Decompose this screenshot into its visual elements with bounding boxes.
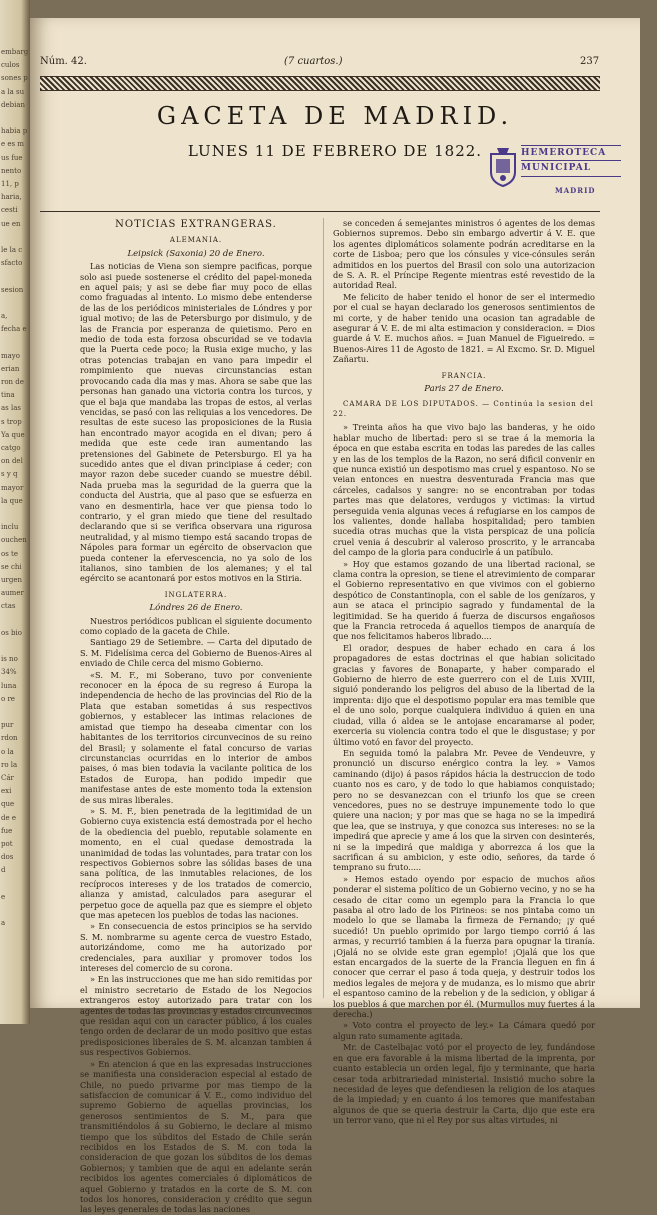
facing-page-fragment: 34% <box>1 668 17 677</box>
facing-page-fragment: pot <box>1 840 13 848</box>
facing-page-fragment: s trop <box>1 417 22 426</box>
facing-page-fragment: fue <box>1 826 13 835</box>
stamp-line-2: MUNICIPAL <box>521 163 592 173</box>
facing-page-fragment: ro la <box>1 760 18 769</box>
facing-page-fragment: luna <box>1 681 17 690</box>
paragraph: » Voto contra el proyecto de ley.» La Cámara quedó por algun rato sumamente agitada. <box>333 1020 595 1041</box>
paragraph: » En atencion á que en las expresadas instrucciones se manifiesta una consideracion especial al estado de Chile, no puedo privarme por mas tiempo de la satisfaccion de comunicar á V. E., como individuo del supremo Gobierno de aquellas provincias, los generosos sentimientos de S. M., para que transmitiéndolos á su Gobierno, le declare al mismo tiempo que los súbditos del Estado de Chile serán recibidos en los Estados de S. M. con toda la consideracion de que gozan los súbditos de los demas Gobiernos; y tambien que de aqui en adelante serán recibidos los agentes comerciales ó diplomáticos de aquel Gobierno y tratados en la corte de S. M. con todos los honores, consideracion y crédito que segun las leyes generales de todas las naciones <box>80 1058 312 1215</box>
dateline-londres: Lóndres 26 de Enero. <box>149 603 243 614</box>
article-inglaterra <box>80 616 312 1215</box>
facing-page-fragment: Ya que <box>1 430 25 439</box>
facing-page-fragment: Cár <box>1 774 14 782</box>
facing-page-fragment: e <box>1 892 6 901</box>
facing-page-fragment: dos <box>1 853 14 862</box>
facing-page-fragment: catgo <box>1 444 21 452</box>
newspaper-page <box>30 18 640 1215</box>
section-heading: NOTICIAS EXTRANGERAS. <box>115 219 277 230</box>
facing-page-fragment: la que <box>1 496 23 505</box>
facing-page-fragment: que <box>1 800 15 809</box>
facing-page-fragment: pur <box>1 721 14 730</box>
paragraph: Me felicito de haber tenido el honor de ser el intermedio por el cual se hayan declarado los generosos sentimientos de mi corte, y de haber tenido una ocasion tan agradable de asegurar á V. E. de mi alta estimacion y consideracion. = Dios guarde á V. E. muchos años. = Juan Manuel de Figueiredo. = Buenos-Aires 11 de Agosto de 1821. = Al Excmo. Sr. D. Miguel Zañartu. <box>333 291 595 365</box>
article-francia <box>333 422 595 1125</box>
crest-icon <box>485 144 521 188</box>
issue-number: Núm. 42. <box>40 56 87 67</box>
paragraph: se conceden á semejantes ministros ó agentes de los demas Gobiernos supremos. Debo sin embargo advertir á V. E. que los agentes diplomáticos solamente podrán acreditarse en la corte de Lisboa; pero que los cónsules y vice-cónsules serán admitidos en los puertos del Brasil con solo una autorizacion de S. A. R. el Príncipe Regente mientras esté revestido de la autoridad Real. <box>333 218 595 291</box>
paragraph: El orador, despues de haber echado en cara á los propagadores de estas doctrinas el que habian solicitado gracias y favores de Bonaparte, y haber comparado el Gobierno de hierro de este guerrero con el de Luis XVIII, siguió ponderando los peligros del abuso de la libertad de la imprenta: dijo que el despotismo popular era mas temible que el de uno solo, porque cualquiera individuo á quien en una ciudad, villa ó aldea se le antojase encaramarse al poder, exerceria su violencia contra todo el que le disgustase; y por último votó en favor del proyecto. <box>333 642 595 747</box>
paragraph: » Hemos estado oyendo por espacio de muchos años ponderar el sistema político de un Gobierno vecino, y no se ha cesado de citar como un egemplo para la Francia lo que pasaba al otro lado de los Pirineos: se nos pintaba como un modelo lo que se llamaba la firmeza de Fernando; ¡y qué sucedió! Un pueblo oprimido por largo tiempo corrió á las armas, y recurrió tambien á la fuerza para opugnar la tiranía. ¡Ojalá no se olvide este gran egemplo! ¡Ojalá que los que estan encargados de la suerte de la Francia lleguen en fin á conocer que cerrar el paso á toda queja, y destruir todos los medios legales de mejora y de mudanza, es lo mismo que abrir el espantoso camino de la rebelion y de la sedicion, y obligar á los pueblos á que marchen por él. (Murmullos muy fuertes á la derecha.) <box>333 873 595 1020</box>
masthead-date: LUNES 11 DE FEBRERO DE 1822. <box>187 142 483 160</box>
facing-page-fragment: a, <box>1 312 8 320</box>
masthead-title: GACETA DE MADRID. <box>156 102 514 130</box>
paragraph: Santiago 29 de Setiembre. — Carta del diputado de S. M. Fidelísima cerca del Gobierno de Buenos-Aires al enviado de Chile cerca del mismo Gobierno. <box>80 637 312 669</box>
facing-page-fragment: erian <box>1 364 20 373</box>
facing-page-fragment: os bio <box>1 628 22 637</box>
facing-page-fragment: tina <box>1 391 15 400</box>
facing-page-fragment: ctas <box>1 602 16 611</box>
facing-page-fragment: mayor <box>1 483 24 492</box>
paragraph: Las noticias de Viena son siempre pacificas, porque solo asi puede sostenerse el crédito del papel-moneda en aquel pais; y asi se debe fiar muy poco de ellas como fraguadas al intento. Lo mismo debe entenderse de las de los periódicos ministeriales de Lóndres y por igual motivo; de las de Petersburgo por disimulo, y de las de Francia por esperanza de quietismo. Pero en medio de toda esta forzosa obscuridad se ve todavia que la Puerta cede poco; la Rusia exige mucho, y las otras potencias trabajan en vano para impedir el rompimiento que nuevas circunstancias estan provocando cada dia mas y mas. Ahora se sabe que las personas han ganado una victoria contra los turcos, y que el baja que mandaba las tropas de estos, al verlas vencidas, se pasó con las reliquias a los vencedores. De resultas de este suceso las proposiciones de la Rusia han encontrado mayor acogida en el divan; pero á medida que este cede iran aumentando las pretensiones del Gabinete de Petersburgo. El ya ha sucedido antes que el divan principiase á ceder; con mayor razon debe suceder cuando se muestre débil. Nada prueba mas la seguridad de la guerra que la conducta del Austria, que al paso que se esfuerza en vano en desmentirla, hace ver que piensa todo lo contrario, y el gran miedo que tiene del resultado declarando que si se verifica observara una rigurosa neutralidad, y al mismo tiempo está sacando tropas de Nápoles para formar un egército de observacion que pueda contener la efervescencia, no ya solo de los italianos, sino tambien de los alemanes; y el tal egército se acantonará por estos motivos en la Stiria. <box>80 261 312 584</box>
facing-page-fragment: ouchen <box>1 536 27 545</box>
facing-page-fragment: nento <box>1 166 22 175</box>
facing-page-fragment: d <box>1 866 6 875</box>
facing-page-fragment: s y q <box>1 470 18 479</box>
session-heading: CAMARA DE LOS DIPUTADOS. — Continúa la sesion del 22. <box>333 399 594 418</box>
facing-page-fragment: sesion <box>1 285 24 294</box>
paragraph: » En consecuencia de estos principios se ha servido S. M. nombrarme su agente cerca de vuestro Estado, autorizándome, como me ha autorizado por credenciales, para auxiliar y promover todos los intereses del comercio de su corona. <box>80 921 312 974</box>
page-header <box>30 56 640 68</box>
facing-page-fragment: se chi <box>1 562 22 571</box>
facing-page-edge <box>0 0 30 1024</box>
facing-page-fragment: cesti <box>1 206 18 215</box>
facing-page-fragment: culos <box>1 61 20 70</box>
article-continued <box>333 218 595 365</box>
facing-page-fragment: is no <box>1 655 18 664</box>
right-column <box>333 218 595 1126</box>
facing-page-fragment: inclu <box>1 523 19 532</box>
paragraph: » Treinta años ha que vivo bajo las banderas, y he oido hablar mucho de libertad: pero si se trae á la memoria la época en que estaba escrita en todas las paredes de las calles y en las de los templos de la Razon, no será dificil convenir en que nunca existió un despotismo mas cruel y espantoso. No se veian entonces en nuestra desventurada Francia mas que cárceles, cadalsos y sangre: no se encontraban por todas partes mas que delatores, verdugos y victimas: la virtud perseguida venia algunas veces á refugiarse en los campos de los valientes, donde hallaba hospitalidad; pero tambien sucedia otras muchas que la vista perspicaz de una policía cruel venia á descubrir al valeroso proscrito, y le arrancaba del campo de la gloria para conducirle á un patíbulo. <box>333 422 595 558</box>
subsection-alemania: ALEMANIA. <box>169 236 223 245</box>
paragraph: » Hoy que estamos gozando de una libertad racional, se clama contra la opresion, se tiene el atrevimiento de comparar el Gobierno representativo en que vivimos con el gobierno despótico de Constantinopla, con el sable de los genízaros, y aun se ataca el principio sagrado y fundamental de la legitimidad. Se ha querido á fuerza de discursos engañosos que la Francia retroceda á aquellos tiempos de anarquía de que nos felicitamos haberos librado.... <box>333 558 595 642</box>
facing-page-fragment: exi <box>1 787 12 796</box>
facing-page-fragment: debian <box>1 100 26 109</box>
price: (7 cuartos.) <box>284 56 343 67</box>
facing-page-fragment: embarg <box>1 48 29 56</box>
facing-page-fragment: urgen <box>1 576 22 584</box>
facing-page-fragment: a la su <box>1 87 25 96</box>
facing-page-fragment: 11, p <box>1 180 19 188</box>
facing-page-fragment: as las <box>1 404 21 413</box>
article-alemania <box>80 261 312 584</box>
facing-page-fragment: ron de <box>1 378 24 386</box>
header-rule <box>40 211 600 212</box>
facing-page-fragment: le la c <box>1 246 23 254</box>
facing-page-fragment: on del <box>1 457 23 466</box>
paragraph: En seguida tomó la palabra Mr. Pevee de Vendeuvre, y pronunció un discurso enérgico contra la ley. » Vamos caminando (dijo) á pasos rápidos hácia la destruccion de todo cuanto nos es caro, y de todo lo que habiamos conquistado; pero no se desvanezcan con el triunfo los que se creen vencedores, pues no se destruye impunemente todo lo que quiere una nacion; y por mas que se haga no se la impedirá que lea, que se instruya, y que conozca sus intereses: no se la impedirá que aprecie y ame á los que la sirven con desinterés, ni se la impedirá que maldiga y aborrezca á los que la sacrifican á su ambicion, y este odio, señores, da tarde ó temprano su fruto..... <box>333 747 595 873</box>
facing-page-fragment: aumer <box>1 589 24 598</box>
facing-page-fragment: de e <box>1 813 16 822</box>
facing-page-fragment: o la <box>1 747 14 756</box>
facing-page-fragment: o re <box>1 694 15 703</box>
subsection-francia: FRANCIA. <box>441 371 487 380</box>
dateline-leipsick: Leipsick (Saxonia) 20 de Enero. <box>127 248 265 259</box>
facing-page-fragment: a <box>1 919 6 928</box>
page-number: 237 <box>580 56 600 67</box>
facing-page-fragment: fecha e <box>1 325 27 334</box>
paragraph: » En las instrucciones que me han sido remitidas por el ministro secretario de Estado de los Negocios extrangeros estoy autorizado para tratar con los agentes de todas las provincias y estados circunvecinos que residan aqui con un caracter público, á los cuales tengo orden de declarar de un modo positivo que estas predisposiciones liberales de S. M. alcanzan tambien á sus respectivos Gobiernos. <box>80 974 312 1058</box>
facing-page-fragment: us fue <box>1 153 23 162</box>
subsection-inglaterra: INGLATERRA. <box>164 590 228 599</box>
facing-page-fragment: os te <box>1 549 18 558</box>
facing-page-fragment: ue en <box>1 219 21 228</box>
paragraph: Mr. de Castelbajac votó por el proyecto de ley, fundándose en que era favorable á la misma libertad de la imprenta, por cuanto establecia un orden legal, fijo y terminante, que haria cesar toda arbitrariedad ministerial. Insistió mucho sobre la necesidad de leyes que defendiesen la religion de los ataques de la impiedad; y en cuanto á los temores que manifestaban algunos de que se queria destruir la Carta, dijo que este era un terror vano, que ni el Rey por sus altas virtudes, ni <box>333 1042 595 1126</box>
facing-page-fragment: habia p <box>1 127 28 136</box>
dateline-paris: Paris 27 de Enero. <box>424 384 504 395</box>
facing-page-fragment: haria, <box>1 193 22 202</box>
library-stamp <box>485 136 625 198</box>
facing-page-fragment: sfacto <box>1 259 23 268</box>
column-divider <box>323 218 324 998</box>
paragraph: «S. M. F., mi Soberano, tuvo por conveniente reconocer en la época de su regreso á Europa la independencia de hecho de las provincias del Rio de la Plata que estaban sometidas á sus respectivos gobiernos, y establecer las intimas relaciones de amistad que tiempo ha deseaba cimentar con los habitantes de los territorios circunvecinos de su reino del Brasil; y solamente el fatal concurso de varias circunstancias ocurridas en lo interior de ambos paises, ó mas bien todavia la vacilante politica de los Estados de Europa, han podido impedir que manifestase antes de este momento toda la extension de sus miras liberales. <box>80 669 312 805</box>
facing-page-fragment: sones p <box>1 74 28 83</box>
facing-page-fragment: e es m <box>1 140 24 149</box>
paragraph: » S. M. F., bien penetrada de la legitimidad de un Gobierno cuya existencia está demostrada por el hecho de la obediencia del pueblo, reputable solamente en momento, en el cual quedase demostrada la unanimidad de todas las voluntades, para tratar con los respectivos Gobiernos sobre las sólidas bases de una sana política, de las inmutables relaciones, de los recíprocos intereses y de los tratados de comercio, alianza y amistad, calculados para asegurar el perpetuo goce de aquella paz que es siempre el objeto que mas apetecen los pueblos de todas las naciones. <box>80 805 312 920</box>
left-column <box>80 218 312 1215</box>
paragraph: Nuestros periódicos publican el siguiente documento como copiado de la gaceta de Chile. <box>80 615 312 637</box>
decorative-border <box>40 76 600 91</box>
facing-page-fragment: rdon <box>1 734 18 743</box>
stamp-line-1: HEMEROTECA <box>521 148 607 158</box>
facing-page-fragment: mayo <box>1 351 20 360</box>
stamp-line-3: MADRID <box>555 186 596 195</box>
